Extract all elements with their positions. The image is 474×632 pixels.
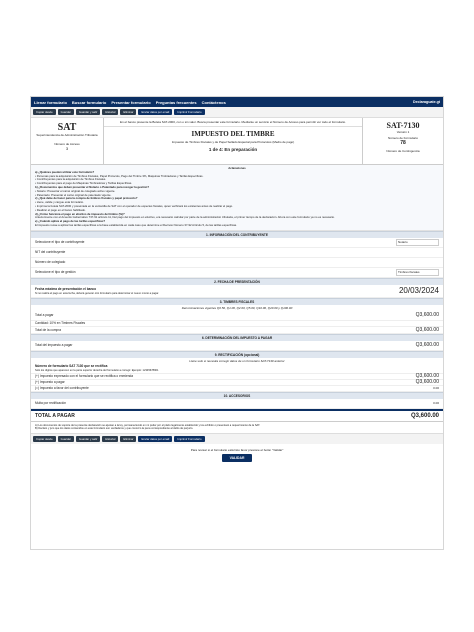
denominaciones-text: Denominaciones vigentes Q0.50, Q1.00, Q2.00, Q5.00, Q10.00, Q20.00 y Q100.00: [181, 305, 293, 310]
timbres-total-row: [31, 311, 443, 321]
rectifica-r3-label: (=) Impuesto a favor del contribuyente: [35, 386, 89, 391]
nit-row: [31, 248, 443, 258]
fecha-note: Si no realiza el pago en esta fecha, deberá generar otro formulario para determinar el nuevo monto a pagar.: [35, 291, 159, 295]
historial-button[interactable]: Historial: [102, 109, 118, 115]
annotations-title: Aclaraciones: [228, 166, 246, 170]
rectifica-r2-value: Q3,600.00: [415, 379, 439, 386]
colegiado-label: Número de colegiado: [35, 260, 66, 265]
bottom-email-button[interactable]: Enviar datos por email: [138, 436, 172, 442]
compra-total-value: Q3,600.00: [415, 326, 439, 333]
multa-value: 0.00: [433, 401, 439, 406]
annotations-block: [31, 165, 443, 231]
annot-a-question: a) ¿Quiénes pueden utilizar este formulario?: [35, 169, 95, 174]
form-code: SAT-7130: [386, 121, 420, 130]
footnotes: [31, 422, 443, 433]
copiar-button[interactable]: Copiar desde: [33, 109, 56, 115]
imprimir-button[interactable]: Imprimir Formulario: [174, 109, 204, 115]
tipo-contribuyente-row: [31, 238, 443, 248]
annot-c3: • Realizar el pago en el banco habilitado.: [35, 207, 86, 212]
fecha-label: Fecha máxima de presentación el banco: [35, 286, 97, 291]
eliminar-button[interactable]: Eliminar: [120, 109, 136, 115]
annot-a3: • Contribuyentes para el pago de Máquinas Timbradoras y Tarifas Específicas.: [35, 181, 133, 186]
section6-title: 6. DETERMINACIÓN DEL IMPUESTO A PAGAR: [31, 334, 443, 341]
header-left: [31, 118, 104, 164]
form-title: IMPUESTO DEL TIMBRE: [191, 130, 275, 138]
multa-row: [31, 399, 443, 409]
total-label: TOTAL A PAGAR: [35, 412, 75, 419]
rectifica-num-note: Solo los dígitos que aparecen en la parte superior derecha del formulario a corregir. Ejemplo: 12345678901: [35, 369, 159, 373]
annot-c2: • Imprima la boleta SAT-2000 y preséntela en la ventanilla de SAT con el operador de especies fiscales, quien verificará los existentes antes de realizar el pago.: [35, 203, 233, 208]
annot-e-question: e) ¿Cuándo aplica el pago de las tarifas específicas?: [35, 219, 106, 224]
section9-subtitle: Llene solo si necesita corregir datos de un formulario SAT-7130 anterior: [189, 358, 285, 363]
colegiado-row: [31, 258, 443, 268]
annot-a2: • Contribuyentes para la adquisición de Timbres Fiscales.: [35, 177, 107, 182]
section3-title: 3. TIMBRES FISCALES: [31, 298, 443, 305]
access-label: Número de Acceso: [54, 142, 80, 146]
fecha-label-group: [35, 287, 399, 295]
sat-logo: SAT: [57, 122, 77, 133]
bottom-historial-button[interactable]: Historial: [102, 436, 118, 442]
footnote-a: A) Los documentos de soporte de la presente declaración se ajustan a la ley, permaneciendo en mi poder por el plazo legalmente establecido y los exhibiré o presentaré a requerimiento de la SAT.: [35, 423, 261, 427]
section1-title: 1. INFORMACIÓN DEL CONTRIBUYENTE: [31, 231, 443, 238]
annot-b1: • Notario: Presentar el carné original de colegiado activo vigente.: [35, 188, 116, 193]
multa-label: Multa por rectificación: [35, 401, 67, 406]
timbres-total-value: Q3,600.00: [415, 312, 439, 319]
fecha-row: [31, 285, 443, 298]
guardar-button[interactable]: Guardar: [58, 109, 74, 115]
annot-e1: El impuesto recae a aplicar las tarifas específicas a la base establecida en cada caso que determine el Decreto Número 37-92 Artículo 5, de las tarifas específicas.: [35, 222, 237, 227]
form-status: 1 de 4: En preparación: [208, 147, 258, 152]
annot-b-question: b) ¿Documentos que deben presentar el Notario o Patentado para recoger la gestión?: [35, 184, 150, 189]
bottom-eliminar-button[interactable]: Eliminar: [120, 436, 136, 442]
validate-area: [31, 448, 443, 462]
cantidad-label: Cantidad: 10% en Timbres Fiscales: [35, 321, 86, 326]
form-version: Versión 1: [396, 130, 410, 134]
annot-c-question: c) ¿Qué debe de hacer para la compra de timbres fiscales y papel protocolo?: [35, 196, 138, 201]
contingency-label: Número de Contingencia: [386, 149, 420, 153]
impuesto-label: Total del impuesto a pagar: [35, 343, 73, 348]
gestion-row: [31, 268, 443, 278]
fecha-value: 20/03/2024: [398, 286, 439, 296]
validate-hint: Para revisar si el formulario está listo favor presione el botón "Validar": [190, 447, 284, 452]
header-message: En el banco presente la Boleta SAT-2000, con o sin valor. Busca presentar este formulario. Mediante un servicio el Número de Acceso para permitir ver todo el formulario.: [104, 118, 362, 127]
annot-a1: • Personas para la adquisición de Timbres Fiscales, Papel Protocolo, Pago del Timbre 3%, Máquinas Timbradoras y Tarifas Específicas.: [35, 173, 204, 178]
bottom-toolbar: [31, 433, 443, 444]
rectifica-num-label: Número de formulario SAT 7130 que se rectifica: [35, 364, 108, 369]
form-number: 78: [400, 140, 406, 146]
bottom-guardar-salir-button[interactable]: Guardar y salir: [76, 436, 100, 442]
tipo-contribuyente-select[interactable]: Notario: [396, 239, 439, 246]
footnote-b: B) Declaro y juro que los datos contenidos en este formulario son verdaderos y que conozco la pena correspondiente al delito de perjurio.: [35, 427, 194, 431]
impuesto-row: [31, 341, 443, 351]
total-row: [31, 409, 443, 422]
nav-llenar[interactable]: Llenar formulario: [34, 99, 67, 105]
section2-title: 2. FECHA DE PRESENTACIÓN: [31, 278, 443, 285]
rectifica-r3-value: 0.00: [433, 386, 439, 391]
header-middle: [104, 118, 362, 164]
bottom-imprimir-button[interactable]: Imprimir Formulario: [174, 436, 204, 442]
rectifica-r2-label: (+) Impuesto a pagar: [35, 380, 65, 385]
form-subtitle: Impuesto de Timbres Fiscales y de Papel Sellado Especial para Protocolos (Medio de pago): [171, 140, 295, 144]
gestion-select[interactable]: Timbres fiscales: [396, 269, 439, 276]
nit-label: NIT del contribuyente: [35, 250, 66, 255]
form-document: [30, 96, 444, 550]
impuesto-value: Q3,600.00: [415, 342, 439, 349]
nav-preguntas[interactable]: Preguntas frecuentes: [155, 99, 197, 105]
bottom-copiar-button[interactable]: Copiar desde: [33, 436, 56, 442]
access-value: 3: [65, 146, 69, 151]
annot-d-question: d) ¿Cómo funciona el pago en efectivo de impuesto del timbre (%)?: [35, 211, 125, 216]
validate-button[interactable]: VALIDAR: [222, 454, 253, 462]
nav-buscar[interactable]: Buscar formulario: [71, 99, 107, 105]
brand-label: Declaraguate.gt: [413, 100, 440, 104]
header-right: [362, 118, 443, 164]
annot-d1: Anteriormente con el Acuerdo Gubernativo 737-91 artículo 11, Del pago del impuesto en efectivo, era necesario calcular por parte de la administración tributaria, el primer tiempo de la declaración. Ahora con este formulario ya no es necesario.: [35, 215, 335, 220]
compra-total-label: Total de la compra: [35, 327, 62, 332]
timbres-total-label: Total a pagar: [35, 313, 54, 318]
rectifica-num-group: [35, 364, 439, 372]
annot-c1: • Llene, valide y cargue esta formulario.: [35, 200, 85, 205]
rectifica-num-row: [31, 364, 443, 374]
total-value: Q3,600.00: [410, 412, 439, 419]
tipo-contribuyente-label: Seleccione el tipo de contribuyente: [35, 240, 85, 245]
section10-title: 10. ACCESORIOS: [31, 392, 443, 399]
top-navigation: [31, 97, 443, 107]
section9-title: 9. RECTIFICACIÓN (opcional): [31, 351, 443, 358]
top-toolbar: [31, 107, 443, 118]
guardar-salir-button[interactable]: Guardar y salir: [76, 109, 100, 115]
form-number-label: Número de Formulario: [387, 136, 418, 140]
annot-b2: • Patentado: Presentar el carné original de patentado vigente.: [35, 192, 112, 197]
rectifica-r1-value: Q3,600.00: [415, 373, 439, 380]
form-header: [31, 118, 443, 165]
sat-subtitle: Superintendencia de Administración Tributaria: [36, 133, 98, 137]
email-button[interactable]: Enviar datos por email: [138, 109, 172, 115]
nav-contacto[interactable]: Contáctenos: [201, 99, 226, 105]
gestion-label: Seleccione el tipo de gestión: [35, 270, 76, 275]
nav-presentar[interactable]: Presentar formulario: [111, 99, 151, 105]
rectifica-r1-label: (+) Impuesto expresado con el formulario que se rectifica o enmienda: [35, 374, 134, 379]
bottom-guardar-button[interactable]: Guardar: [58, 436, 74, 442]
compra-total-row: [31, 327, 443, 334]
